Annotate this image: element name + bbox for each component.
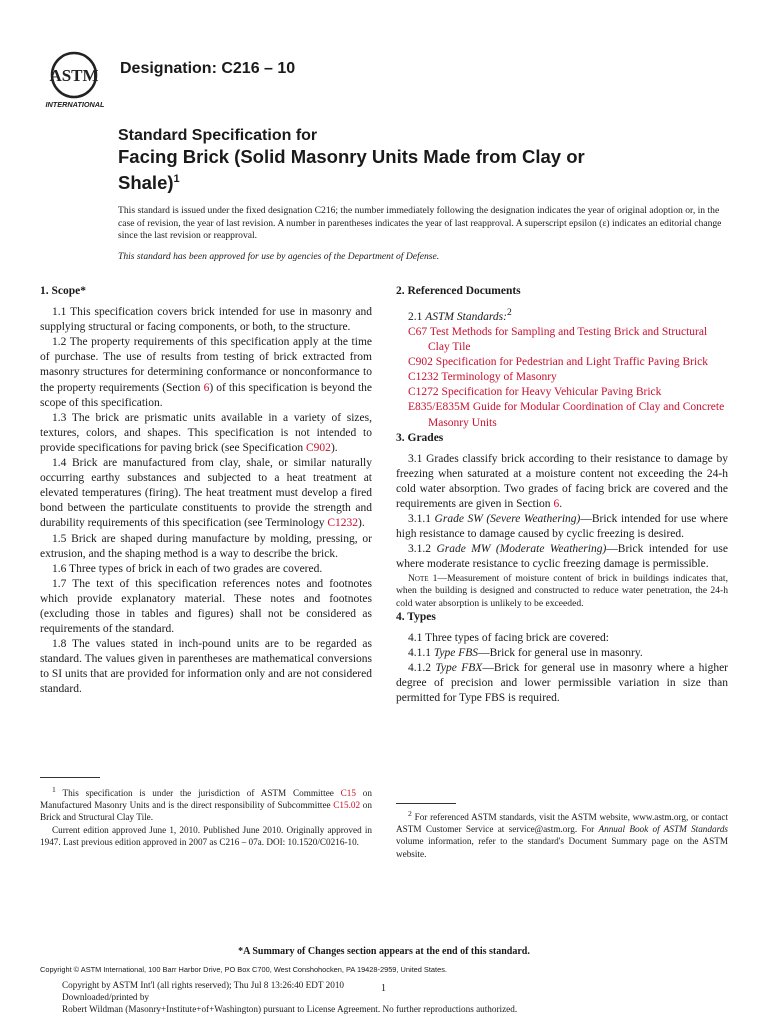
- astm-label-num: 2.1: [408, 310, 426, 323]
- section-6-link[interactable]: 6: [203, 381, 210, 394]
- astm-logo: [38, 50, 112, 110]
- intro: [118, 205, 728, 271]
- summary-of-changes-note: *A Summary of Changes section appears at the end of this standard.: [238, 946, 530, 957]
- reference-item: [408, 400, 728, 430]
- grade-mw-term: Grade MW (Moderate Weathering): [436, 543, 607, 556]
- para-1-3-text-b: ).: [330, 441, 338, 454]
- reference-item: [408, 385, 728, 400]
- para-3-1-2-text: —Brick intended for use where moderate resistance to cyclic freezing damage is permissible.: [396, 543, 729, 571]
- footnote-rule: [40, 777, 100, 778]
- reference-title-link[interactable]: Guide for Modular Coordination of Clay and Concrete Masonry Units: [428, 401, 725, 429]
- download-line-1: Copyright by ASTM Int'l (all rights reserved); Thu Jul 8 13:26:40 EDT 2010: [62, 980, 345, 990]
- title-line-1: Standard Specification for: [118, 127, 318, 144]
- para-3-1-1: [396, 512, 728, 542]
- para-1-5: 1.5 Brick are shaped during manufacture by molding, pressing, or extrusion, and the shaping method is a way to describe the brick.: [40, 532, 372, 560]
- para-1-8: 1.8 The values stated in inch-pound units are to be regarded as standard. The values given in parentheses are mathematical conversions to SI units that are provided for information only and are not considered standard.: [40, 638, 372, 696]
- type-fbx-term: Type FBX: [435, 662, 483, 675]
- reference-code-link[interactable]: C1232: [408, 371, 439, 384]
- reference-title-link[interactable]: Specification for Heavy Vehicular Paving Brick: [441, 386, 662, 399]
- para-4-1-2: [396, 661, 728, 706]
- footnote-1: [40, 784, 372, 848]
- para-4-1-2-text: —Brick for general use in masonry where a higher degree of precision and lower permissible variation in size than permitted for Type FBS is required.: [396, 662, 729, 705]
- title-line-3-text: Shale): [118, 172, 174, 194]
- para-1-7: 1.7 The text of this specification references notes and footnotes which provide explanatory material. These notes and footnotes (excluding those in tables and figures) shall not be considered as requirements of the standard.: [40, 577, 372, 636]
- astm-standards-label: [396, 305, 728, 325]
- reference-item: [408, 355, 728, 370]
- reference-code-link[interactable]: E835/E835M: [408, 401, 470, 414]
- designation: Designation: C216 – 10: [120, 60, 296, 77]
- download-line-3: Robert Wildman (Masonry+Institute+of+Washington) pursuant to License Agreement. No further reproductions authorized.: [62, 1004, 518, 1014]
- footnote-rule: [396, 803, 456, 804]
- title-footnote-mark: 1: [173, 173, 180, 185]
- c1232-link[interactable]: C1232: [327, 517, 359, 530]
- grade-sw-term: Grade SW (Severe Weathering): [434, 513, 581, 526]
- footnote-2: [396, 808, 728, 860]
- para-1-2-text-b: ) of this specification is beyond the scope of this specification.: [40, 381, 372, 409]
- para-1-4: [40, 456, 372, 531]
- refdocs-heading: 2. Referenced Documents: [396, 285, 521, 297]
- footnote-1-text-a: This specification is under the jurisdiction of ASTM Committee: [55, 788, 341, 799]
- reference-item: [408, 325, 728, 355]
- title-block: [118, 126, 718, 194]
- footnote-2-text: [396, 808, 728, 860]
- para-4-1-1-text: —Brick for general use in masonry.: [478, 647, 643, 660]
- download-notice: [62, 979, 682, 1015]
- title-line-3: [118, 168, 718, 194]
- footnote-1-text-b: on Manufactured Masonry Units and is the direct responsibility of Subcommittee: [40, 788, 372, 811]
- para-3-1-2-num: 3.1.2: [408, 543, 437, 556]
- footnote-2-text-a: For referenced ASTM standards, visit the ASTM website, www.astm.org, or contact ASTM Customer Service at service@astm.org. For: [396, 812, 728, 835]
- para-3-1: [396, 452, 728, 512]
- scope-heading: 1. Scope*: [40, 285, 86, 297]
- para-1-4-text-b: ).: [358, 517, 365, 530]
- c15-02-link[interactable]: C15.02: [333, 800, 361, 811]
- note-text: 1—Measurement of moisture content of brick in buildings indicates that, when the building is designed and constructed to reduce water penetration, the 24-h cold water absorption is unlikely to be exceeded.: [396, 572, 728, 609]
- para-1-3-text-a: 1.3 The brick are prismatic units available in a variety of sizes, textures, colors, and shapes. This specification is not intended to provide specifications for paving brick (see Specification: [40, 411, 372, 454]
- para-4-1-2-num: 4.1.2: [408, 662, 436, 675]
- note-1: [396, 573, 728, 611]
- reference-item: [408, 370, 728, 385]
- c15-link[interactable]: C15: [340, 788, 356, 799]
- intro-paragraph: This standard is issued under the fixed designation C216; the number immediately following the designation indicates the year of original adoption or, in the case of revision, the year of last revision. A number in parentheses indicates the year of last reapproval. A superscript epsilon (ε) indicates an editorial change since the last revision or reapproval.: [118, 205, 722, 241]
- reference-code-link[interactable]: C902: [408, 356, 433, 369]
- type-fbs-term: Type FBS: [433, 647, 479, 660]
- right-column: [396, 284, 728, 707]
- page-number: 1: [381, 983, 386, 994]
- astm-label-text: ASTM Standards:: [425, 310, 507, 323]
- para-1-4-text-a: 1.4 Brick are manufactured from clay, shale, or similar naturally occurring earthy substances and subjected to a heat treatment at elevated temperatures (firing). The heat treatment must develop a fired bond between the particulate constituents to provide the strength and durability requirements of this specification (see Terminology: [40, 457, 372, 530]
- footnote-2-text-b: volume information, refer to the standard's Document Summary page on the ASTM website.: [396, 836, 728, 859]
- para-1-2-text-a: 1.2 The property requirements of this specification apply at the time of purchase. The use of results from testing of brick extracted from masonry structures for determining conformance or nonconformance to the property requirements (Section: [40, 336, 372, 394]
- logo-subtext: INTERNATIONAL: [45, 100, 105, 109]
- reference-title-link[interactable]: Terminology of Masonry: [441, 371, 557, 384]
- download-line-2: Downloaded/printed by: [62, 992, 150, 1002]
- left-column: [40, 284, 372, 698]
- note-label: Note: [408, 572, 429, 584]
- para-3-1-text-b: .: [559, 498, 563, 511]
- para-1-6: 1.6 Three types of brick in each of two grades are covered.: [52, 562, 323, 575]
- para-4-1-1: [396, 646, 728, 661]
- c902-link[interactable]: C902: [306, 441, 331, 454]
- grades-heading: 3. Grades: [396, 431, 444, 444]
- para-1-3: [40, 411, 372, 456]
- reference-title-link[interactable]: Specification for Pedestrian and Light Traffic Paving Brick: [435, 356, 709, 369]
- para-4-1-1-num: 4.1.1: [408, 647, 434, 660]
- astm-label-sup: 2: [506, 307, 512, 319]
- dod-approval: This standard has been approved for use by agencies of the Department of Defense.: [118, 250, 440, 262]
- para-3-1-1-text: —Brick intended for use where high resistance to damage caused by cyclic freezing is desired.: [396, 513, 729, 541]
- para-3-1-text-a: 3.1 Grades classify brick according to their resistance to damage by freezing when saturated at a moisture content not exceeding the 24-h cold water absorption. Two grades of facing brick are covered and the requirements are given in Section: [396, 452, 728, 511]
- title-line-2: Facing Brick (Solid Masonry Units Made from Clay or: [118, 146, 585, 167]
- reference-list: [396, 325, 728, 431]
- reference-title-link[interactable]: Test Methods for Sampling and Testing Brick and Structural Clay Tile: [428, 326, 708, 354]
- para-4-1: 4.1 Three types of facing brick are covered:: [408, 632, 609, 645]
- reference-code-link[interactable]: C1272: [408, 386, 439, 399]
- copyright-line: Copyright © ASTM International, 100 Barr Harbor Drive, PO Box C700, West Conshohocken, PA 19428-2959, United States.: [40, 965, 447, 974]
- footnote-1-edition: Current edition approved June 1, 2010. Published June 2010. Originally approved in 1947. Last previous edition approved in 2007 as C216 – 07a. DOI: 10.1520/C0216-10.: [40, 824, 372, 847]
- footnote-1-mark: 1: [52, 785, 56, 794]
- para-1-1: 1.1 This specification covers brick intended for use in masonry and supplying structural or facing components, or both, to the structure.: [40, 306, 372, 334]
- para-3-1-1-num: 3.1.1: [408, 513, 435, 526]
- footnote-1-text-c: on Brick and Structural Clay Tile.: [40, 800, 372, 823]
- types-heading: 4. Types: [396, 611, 436, 624]
- footnote-1-text: [40, 784, 372, 824]
- logo-text: ASTM: [49, 66, 99, 85]
- para-1-2: [40, 335, 372, 410]
- para-3-1-2: [396, 542, 728, 572]
- section-6-link[interactable]: 6: [553, 498, 560, 511]
- reference-code-link[interactable]: C67: [408, 326, 428, 339]
- footnote-2-italic: Annual Book of ASTM Standards: [598, 824, 728, 835]
- footnote-2-mark: 2: [408, 809, 412, 818]
